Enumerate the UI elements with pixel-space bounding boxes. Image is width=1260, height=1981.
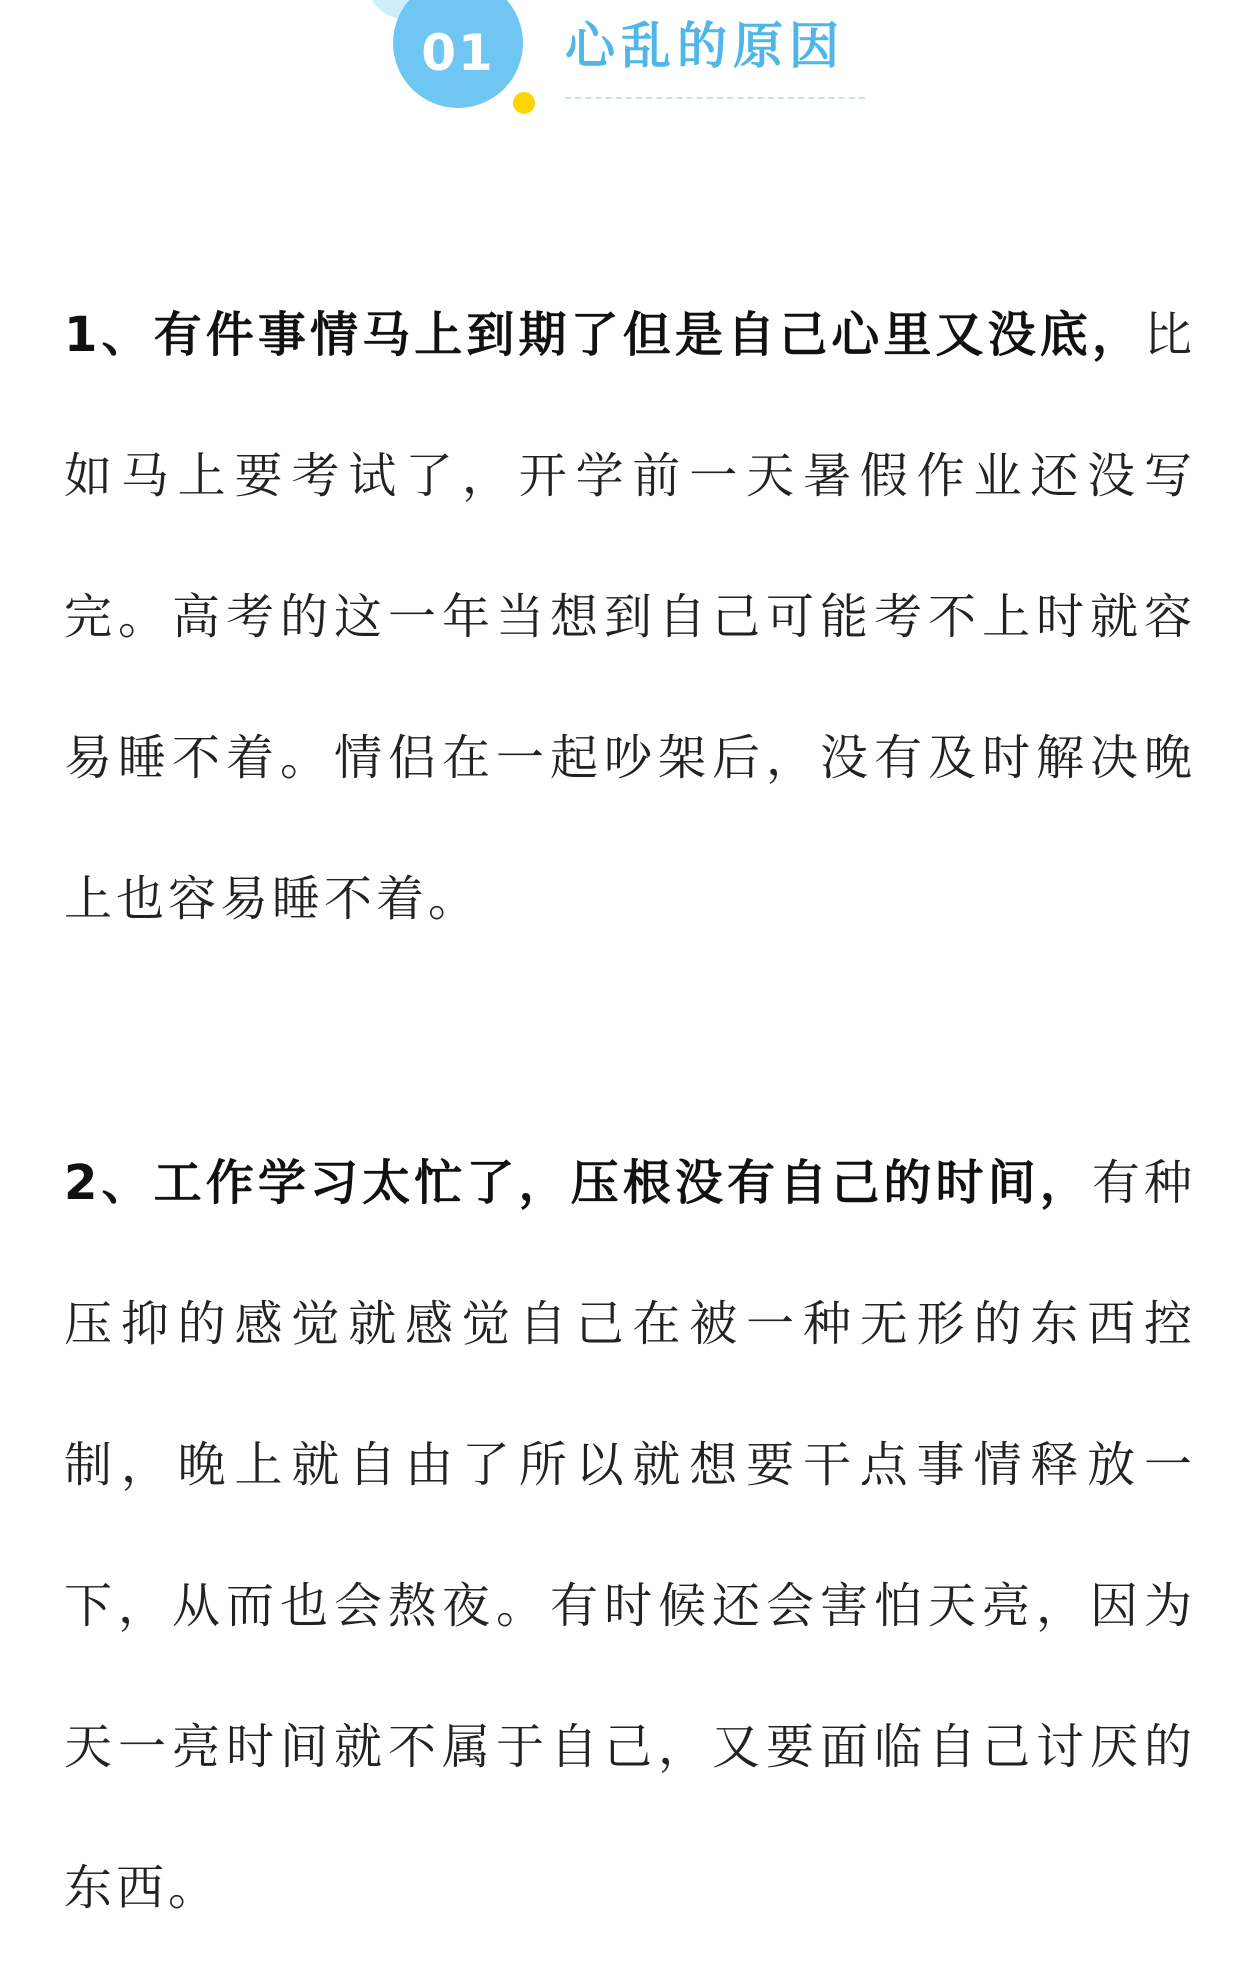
paragraph-1 [64, 265, 1196, 970]
paragraph-2-heading: 2、工作学习太忙了，压根没有自己的时间， [64, 1155, 1092, 1211]
yellow-dot-decoration [513, 92, 535, 114]
paragraph-2 [64, 1113, 1196, 1959]
paragraph-2-body: 有种压抑的感觉就感觉自己在被一种无形的东西控制，晚上就自由了所以就想要干点事情释放一下，从而也会熬夜。有时候还会害怕天亮，因为天一亮时间就不属于自己，又要面临自己讨厌的东西。 [64, 1155, 1196, 1916]
section-number: 01 [421, 24, 495, 82]
paragraph-1-body: 比如马上要考试了，开学前一天暑假作业还没写完。高考的这一年当想到自己可能考不上时就容易睡不着。情侣在一起吵架后，没有及时解决晚上也容易睡不着。 [64, 307, 1196, 927]
section-number-badge [393, 0, 523, 108]
title-underline [565, 97, 865, 99]
paragraph-1-heading: 1、有件事情马上到期了但是自己心里又没底， [64, 307, 1144, 363]
section-header [0, 0, 1260, 140]
section-title: 心乱的原因 [565, 17, 845, 75]
